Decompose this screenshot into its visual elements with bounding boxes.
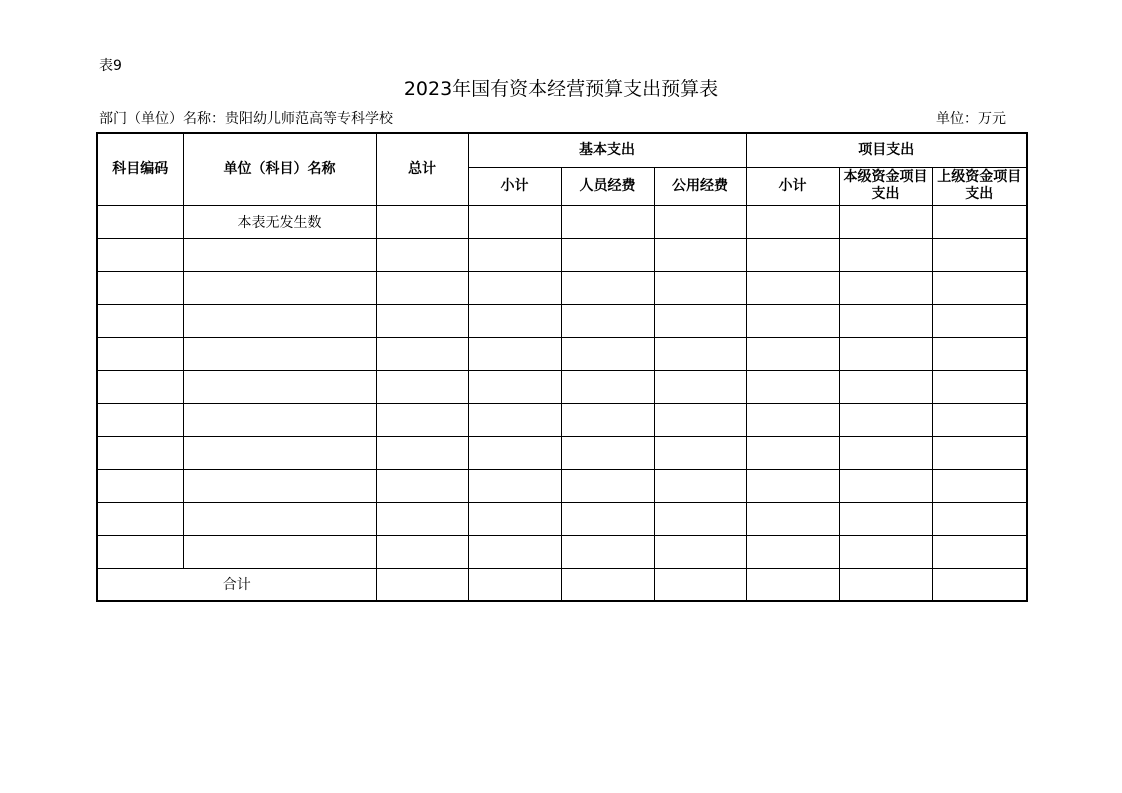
table-cell: [839, 535, 932, 568]
table-cell: [839, 469, 932, 502]
table-cell: [746, 304, 839, 337]
table-cell: [654, 370, 746, 403]
table-cell: [654, 502, 746, 535]
total-cell: [932, 568, 1027, 601]
table-cell: [654, 205, 746, 238]
total-cell: [839, 568, 932, 601]
table-row: [97, 502, 1027, 535]
table-row: [97, 337, 1027, 370]
header-upper-level-project: 上级资金项目支出: [932, 167, 1027, 205]
table-cell: [376, 304, 468, 337]
table-row: [97, 469, 1027, 502]
table-cell: [97, 370, 183, 403]
table-cell: [97, 337, 183, 370]
table-cell: [97, 469, 183, 502]
header-code: 科目编码: [97, 133, 183, 205]
total-cell: [654, 568, 746, 601]
table-cell: [468, 403, 561, 436]
department-label: 部门（单位）名称：贵阳幼儿师范高等专科学校: [99, 111, 393, 127]
table-cell: [561, 304, 654, 337]
table-cell: [654, 535, 746, 568]
table-row: [97, 370, 1027, 403]
table-cell: [183, 238, 376, 271]
table-cell: [97, 304, 183, 337]
table-cell: [932, 436, 1027, 469]
table-cell: [468, 370, 561, 403]
table-cell: 本表无发生数: [183, 205, 376, 238]
table-cell: [839, 205, 932, 238]
header-basic-subtotal: 小计: [468, 167, 561, 205]
total-cell: [561, 568, 654, 601]
table-cell: [561, 535, 654, 568]
table-cell: [932, 502, 1027, 535]
table-cell: [561, 370, 654, 403]
table-row: [97, 436, 1027, 469]
table-cell: [932, 304, 1027, 337]
table-cell: [839, 370, 932, 403]
total-cell: [746, 568, 839, 601]
table-row: [97, 304, 1027, 337]
table-cell: [97, 205, 183, 238]
table-cell: [376, 403, 468, 436]
table-cell: [376, 436, 468, 469]
table-cell: [468, 436, 561, 469]
unit-label: 单位：万元: [936, 111, 1006, 127]
table-cell: [183, 370, 376, 403]
table-row: [97, 205, 1027, 238]
table-cell: [468, 535, 561, 568]
table-cell: [183, 403, 376, 436]
table-number: 表9: [99, 58, 122, 74]
budget-table: [96, 132, 1028, 602]
table-cell: [183, 436, 376, 469]
table-cell: [839, 337, 932, 370]
table-cell: [746, 271, 839, 304]
table-cell: [468, 238, 561, 271]
table-cell: [468, 469, 561, 502]
table-cell: [932, 469, 1027, 502]
table-cell: [468, 337, 561, 370]
table-cell: [654, 271, 746, 304]
header-public: 公用经费: [654, 167, 746, 205]
table-row: [97, 403, 1027, 436]
table-cell: [746, 469, 839, 502]
table-cell: [468, 304, 561, 337]
table-cell: [746, 403, 839, 436]
table-cell: [561, 238, 654, 271]
table-cell: [97, 436, 183, 469]
total-cell: [468, 568, 561, 601]
header-own-level-project: 本级资金项目支出: [839, 167, 932, 205]
table-cell: [183, 502, 376, 535]
table-cell: [561, 436, 654, 469]
table-cell: [376, 535, 468, 568]
table-cell: [183, 304, 376, 337]
table-cell: [376, 370, 468, 403]
table-cell: [97, 403, 183, 436]
table-cell: [561, 205, 654, 238]
header-total: 总计: [376, 133, 468, 205]
table-cell: [654, 337, 746, 370]
table-cell: [376, 238, 468, 271]
table-cell: [468, 205, 561, 238]
table-cell: [376, 469, 468, 502]
table-cell: [97, 502, 183, 535]
header-project-subtotal: 小计: [746, 167, 839, 205]
page-title: 2023年国有资本经营预算支出预算表: [403, 78, 719, 100]
table-cell: [839, 271, 932, 304]
table-body: [97, 205, 1027, 601]
table-cell: [97, 271, 183, 304]
table-cell: [97, 238, 183, 271]
table-cell: [746, 436, 839, 469]
table-cell: [932, 535, 1027, 568]
table-cell: [468, 502, 561, 535]
table-row: [97, 271, 1027, 304]
table-row: [97, 535, 1027, 568]
table-cell: [561, 337, 654, 370]
table-cell: [561, 469, 654, 502]
table-cell: [746, 535, 839, 568]
table-cell: [932, 337, 1027, 370]
table-cell: [839, 502, 932, 535]
table-cell: [376, 337, 468, 370]
table-cell: [468, 271, 561, 304]
table-cell: [183, 271, 376, 304]
table-cell: [561, 271, 654, 304]
header-project-expenditure: 项目支出: [746, 133, 1027, 167]
header-basic-expenditure: 基本支出: [468, 133, 746, 167]
table-cell: [376, 205, 468, 238]
table-cell: [746, 238, 839, 271]
table-cell: [654, 469, 746, 502]
table-cell: [932, 370, 1027, 403]
table-cell: [561, 502, 654, 535]
table-cell: [746, 337, 839, 370]
table-cell: [183, 469, 376, 502]
table-cell: [932, 403, 1027, 436]
total-row: [97, 568, 1027, 601]
table-cell: [97, 535, 183, 568]
table-cell: [561, 403, 654, 436]
table-cell: [746, 205, 839, 238]
table-cell: [654, 436, 746, 469]
table-cell: [746, 502, 839, 535]
table-cell: [654, 403, 746, 436]
total-cell: [376, 568, 468, 601]
table-cell: [183, 535, 376, 568]
table-cell: [839, 304, 932, 337]
table-cell: [376, 502, 468, 535]
header-name: 单位（科目）名称: [183, 133, 376, 205]
table-cell: [654, 304, 746, 337]
header-personnel: 人员经费: [561, 167, 654, 205]
table-cell: [839, 238, 932, 271]
table-row: [97, 238, 1027, 271]
table-cell: [932, 238, 1027, 271]
table-cell: [932, 271, 1027, 304]
table-cell: [376, 271, 468, 304]
table-cell: [183, 337, 376, 370]
total-label: 合计: [97, 568, 376, 601]
table-cell: [932, 205, 1027, 238]
table-cell: [746, 370, 839, 403]
table-cell: [654, 238, 746, 271]
table-cell: [839, 436, 932, 469]
table-cell: [839, 403, 932, 436]
